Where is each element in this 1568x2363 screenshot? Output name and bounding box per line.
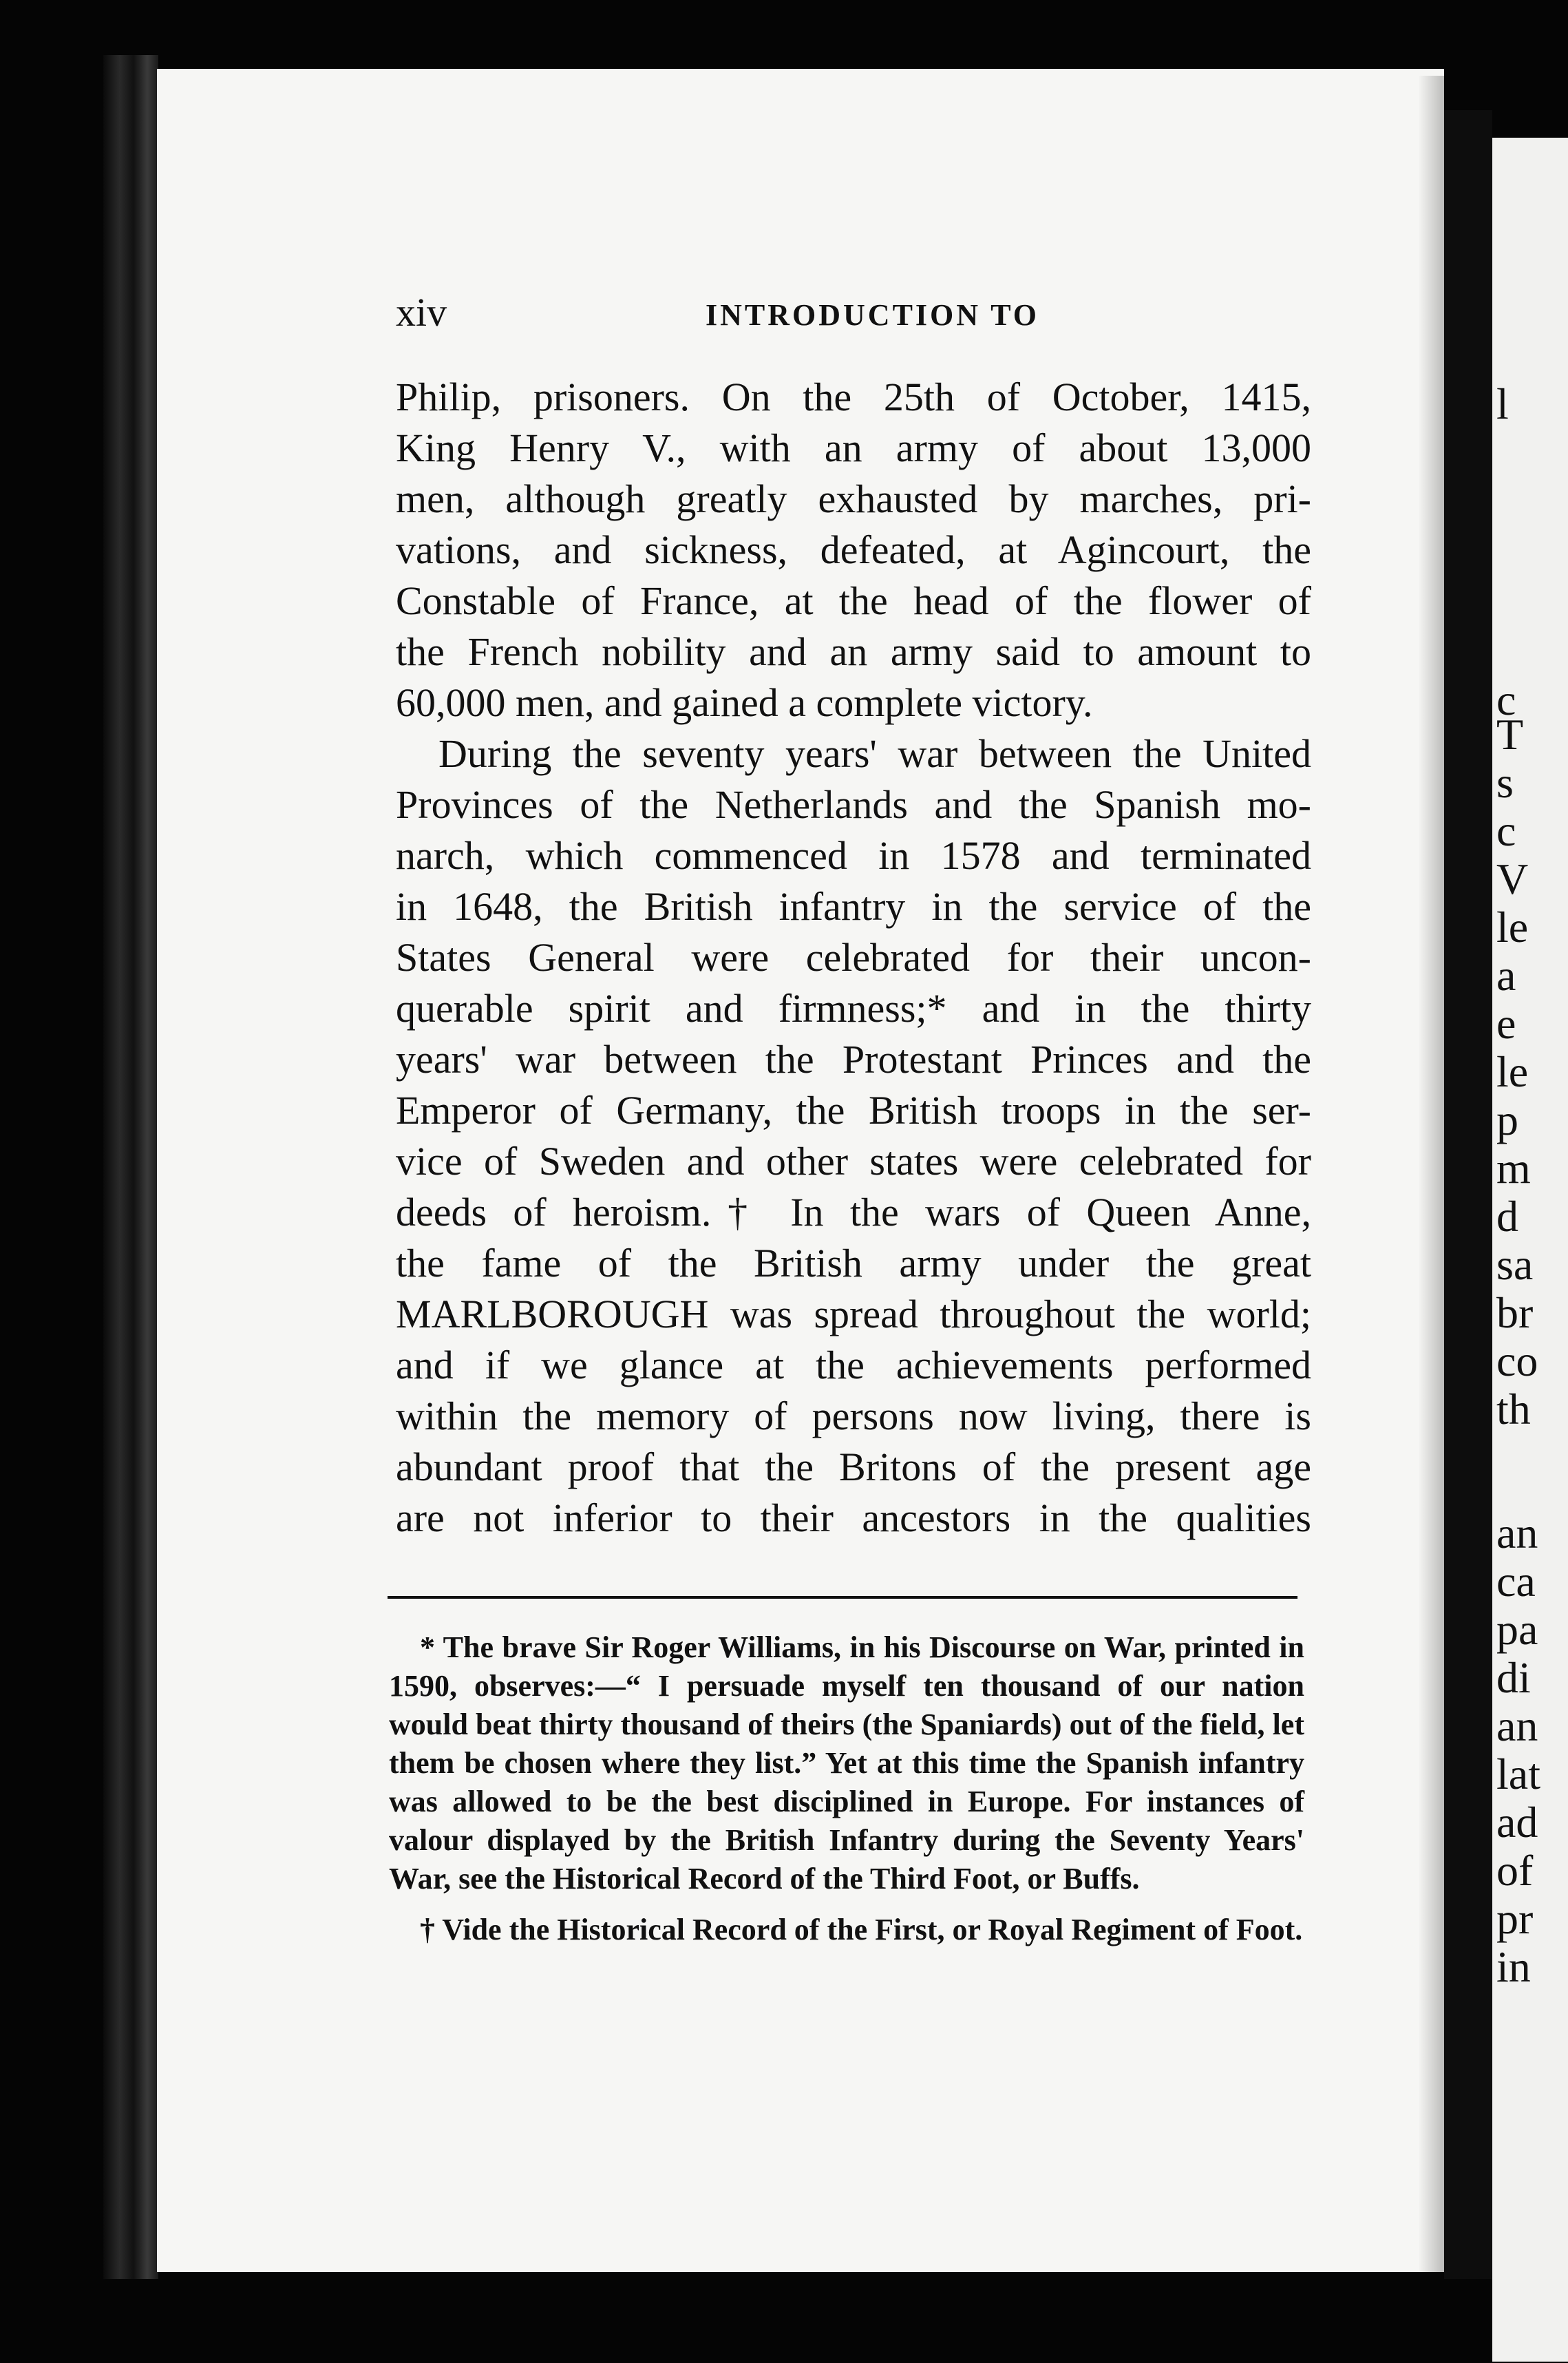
adjacent-line: lat (1496, 1750, 1540, 1798)
book-spine (103, 55, 158, 2279)
text-line: King Henry V., with an army of about 13,000 (396, 426, 1311, 470)
adjacent-line: an (1496, 1701, 1538, 1750)
adjacent-line: c (1496, 806, 1516, 855)
text-line: years' war between the Protestant Princes and the (396, 1037, 1311, 1082)
adjacent-line: di (1496, 1653, 1531, 1702)
text-line: narch, which commenced in 1578 and terminated (396, 833, 1311, 878)
adjacent-line: s (1496, 758, 1514, 807)
adjacent-line: m (1496, 1144, 1531, 1193)
adjacent-line: ca (1496, 1557, 1536, 1606)
adjacent-line: V (1496, 854, 1529, 903)
adjacent-line: d (1496, 1192, 1518, 1241)
adjacent-line: br (1496, 1288, 1534, 1337)
adjacent-line: le (1496, 903, 1529, 952)
adjacent-line: T (1496, 710, 1524, 759)
text-line: the French nobility and an army said to amount to (396, 629, 1311, 674)
adjacent-line: of (1496, 1846, 1534, 1895)
text-line: querable spirit and firmness;* and in the thirty (396, 986, 1311, 1031)
text-line: Provinces of the Netherlands and the Spanish mo- (396, 782, 1311, 827)
footnote-1: * The brave Sir Roger Williams, in his Discourse on War, printed in 1590, observes:—“ I persuade myself ten thousand of our nation would beat thirty thousand of theirs (the Spaniards) out of the field, let them be chosen where they list.” Yet at this time the Spanish infantry was allowed to be the best disciplined in Europe. For instances of valour displayed by the British Infantry during the Seventy Years' War, see the Historical Record of the Third Foot, or Buffs. (389, 1630, 1304, 1895)
page-number: xiv (396, 290, 447, 335)
adjacent-line: pr (1496, 1894, 1534, 1943)
adjacent-line: le (1496, 1047, 1529, 1096)
adjacent-line: in (1496, 1942, 1531, 1991)
text-line: the fame of the British army under the great (396, 1241, 1311, 1285)
adjacent-line: th (1496, 1385, 1531, 1433)
page-edge-shadow (1418, 76, 1445, 2272)
text-line: vice of Sweden and other states were celebrated for (396, 1139, 1311, 1184)
adjacent-line: an (1496, 1509, 1538, 1557)
text-line: are not inferior to their ancestors in the qualities (396, 1495, 1311, 1540)
text-line: abundant proof that the Britons of the present age (396, 1445, 1311, 1489)
text-line: deeds of heroism.† In the wars of Queen Anne, (396, 1190, 1311, 1235)
main-text (396, 372, 1311, 1544)
text-line: States General were celebrated for their uncon- (396, 935, 1311, 980)
running-head: INTRODUCTION TO (706, 298, 1040, 332)
text-line: During the seventy years' war between the United (438, 731, 1311, 776)
text-line: men, although greatly exhausted by marches, pri- (396, 476, 1311, 521)
page-gutter (1444, 110, 1492, 2279)
text-line: 60,000 men, and gained a complete victory. (396, 680, 1093, 725)
adjacent-line: a (1496, 951, 1516, 1000)
adjacent-line: co (1496, 1336, 1538, 1385)
adjacent-line: p (1496, 1095, 1518, 1144)
footnote-rule (388, 1596, 1297, 1599)
text-line: Philip, prisoners. On the 25th of October, 1415, (396, 375, 1311, 419)
adjacent-line: ad (1496, 1798, 1538, 1847)
text-line: and if we glance at the achievements performed (396, 1343, 1311, 1387)
page-header (396, 289, 1311, 344)
adjacent-line: pa (1496, 1605, 1538, 1654)
text-line: vations, and sickness, defeated, at Agincourt, the (396, 527, 1311, 572)
text-line: in 1648, the British infantry in the service of the (396, 884, 1311, 929)
text-line: MARLBOROUGH was spread throughout the world; (396, 1292, 1311, 1336)
adjacent-line: l (1496, 379, 1509, 428)
adjacent-line: c (1496, 675, 1516, 724)
text-line: Emperor of Germany, the British troops in the ser- (396, 1088, 1311, 1133)
footnote-2: † Vide the Historical Record of the First, or Royal Regiment of Foot. (420, 1913, 1303, 1946)
adjacent-line: sa (1496, 1240, 1534, 1289)
text-line: Constable of France, at the head of the flower of (396, 578, 1311, 623)
footnotes (389, 1628, 1304, 1962)
adjacent-page-fragment (1492, 138, 1568, 2362)
text-line: within the memory of persons now living, there is (396, 1394, 1311, 1438)
adjacent-line: e (1496, 999, 1516, 1048)
